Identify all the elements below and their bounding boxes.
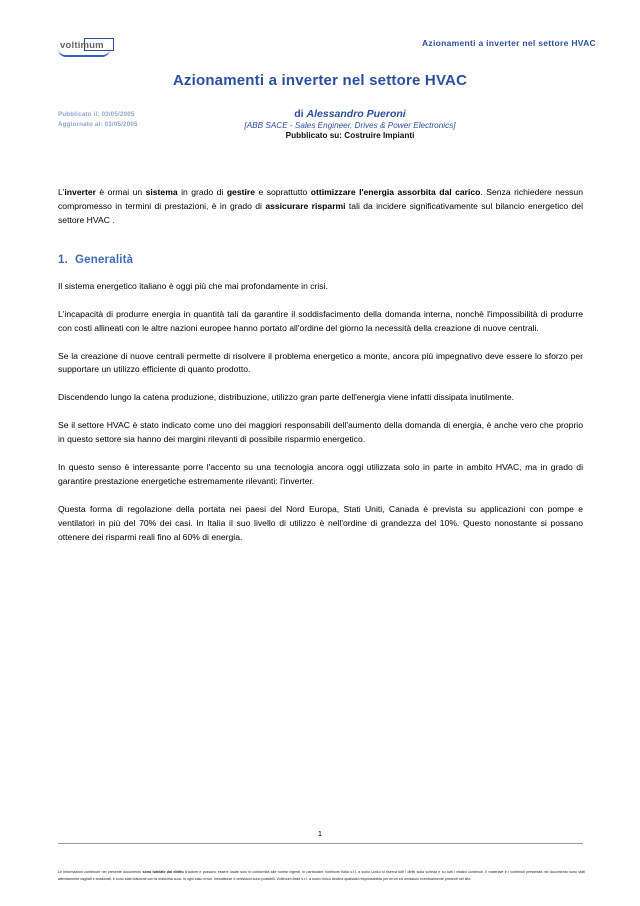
published-date: Pubblicato il: 03/05/2005	[58, 111, 135, 118]
intro-text-6: tali da incidere significativamente sul bilancio energetico del settore HVAC .	[58, 200, 583, 225]
intro-bold-2: sistema	[145, 187, 178, 197]
intro-bold-3: gestire	[226, 187, 255, 197]
legal-text-2: Il materiale e i contenuti presentati nel documento sono stati attentamente vagliati e analizzati, e sono stati elaborati con la massima cura. In ogni caso errori, inesattezze e omissioni sono possibili. Voltimum Italia s.r.l. a socio Unico declina qualsiasi responsabilità per errori ed omissioni eventualmente presenti nel sito.	[58, 870, 585, 881]
page-header	[0, 30, 640, 62]
intro-bold-5: assicurare risparmi	[265, 200, 346, 211]
voltimum-logo	[58, 38, 130, 55]
intro-bold-4: ottimizzare l'energia assorbita dal carico	[310, 187, 481, 197]
footer-legal-text	[58, 869, 585, 882]
legal-text-1b: sono tutelate dal diritto	[142, 870, 184, 875]
intro-text-2: è ormai un	[95, 187, 146, 197]
body-paragraph: Il sistema energetico italiano è oggi più che mai profondamente in crisi.	[58, 280, 328, 291]
author-affiliation: [ABB SACE - Sales Engineer, Drives & Power Electronics]	[244, 121, 456, 130]
body-paragraph: In questo senso è interessante porre l'accento su una tecnologia ancora oggi utilizzata solo in parte in ambito HVAC, ma in grado di garantire prestazione energetiche estremamente rilevanti: l'inverter.	[58, 462, 583, 487]
footer-divider	[58, 843, 583, 844]
author-name: Alessandro Pueroni	[306, 108, 406, 120]
document-body	[58, 186, 583, 559]
published-in: Pubblicato su: Costruire Impianti	[285, 131, 415, 140]
body-paragraph: Se il settore HVAC è stato indicato come uno dei maggiori responsabili dell'aumento della domanda di energia, è anche vero che proprio in questo settore sia hanno dei margini rilevanti di possibile risparmio energetico.	[58, 420, 583, 445]
body-paragraph: L'incapacità di produrre energia in quantità tali da garantire il soddisfacimento della domanda interna, nonchè l'impossibilità di produrre con costi allineati con le altre nazioni europee hanno portato all'ordine del giorno la necessità della creazione di nuove centrali.	[58, 308, 583, 333]
section-number: 1.	[58, 253, 68, 266]
legal-text-1c: d'autore e possono essere usate solo in conformità alle norme vigenti. In particolare Voltimum Italia s.r.l. a socio Unico si riserva tutti i diritti sulla scheda e su tutti i relativi contenuti.	[183, 870, 484, 875]
body-paragraph: Se la creazione di nuove centrali permette di risolvere il problema energetico a monte, ancora più impegnativo deve essere lo sforzo per supportare un utilizzo efficiente di quanto prodotto.	[58, 350, 583, 375]
logo-wordmark: voltimum	[60, 40, 104, 51]
header-running-title: Azionamenti a inverter nel settore HVAC	[421, 38, 596, 48]
legal-text-1a: Le informazioni contenute nel presente documento	[58, 870, 143, 875]
section-title: Generalità	[75, 253, 134, 266]
body-paragraph: Questa forma di regolazione della portata nei paesi del Nord Europa, Stati Uniti, Canada è prevista su applicazioni con pompe e ventilatori in più del 70% dei casi. In Italia il suo livello di utilizzo è nell'ordine di grandezza del 10%. Questo nonostante si possano ottenere dei risparmi reali fino al 60% di energia.	[58, 503, 583, 542]
updated-date: Aggiornato al: 03/05/2005	[58, 120, 138, 128]
intro-text-3: in grado di	[177, 187, 227, 197]
section-heading-generalita	[58, 254, 583, 266]
intro-bold-1: inverter	[64, 187, 96, 197]
intro-text-5: . Senza richiedere nessun compromesso in termini di prestazioni, è in grado di	[58, 187, 583, 211]
author-line	[120, 108, 580, 120]
author-prefix: di	[294, 108, 307, 120]
page-title: Azionamenti a inverter nel settore HVAC	[172, 72, 468, 89]
intro-text-4: e soprattutto	[255, 187, 311, 197]
intro-paragraph	[58, 186, 583, 228]
intro-text-1: L'	[58, 187, 65, 197]
byline-block	[120, 108, 580, 140]
page-number: 1	[317, 829, 323, 838]
body-paragraph: Discendendo lungo la catena produzione, distribuzione, utilizzo gran parte dell'energia viene infatti dissipata inutilmente.	[58, 392, 514, 403]
